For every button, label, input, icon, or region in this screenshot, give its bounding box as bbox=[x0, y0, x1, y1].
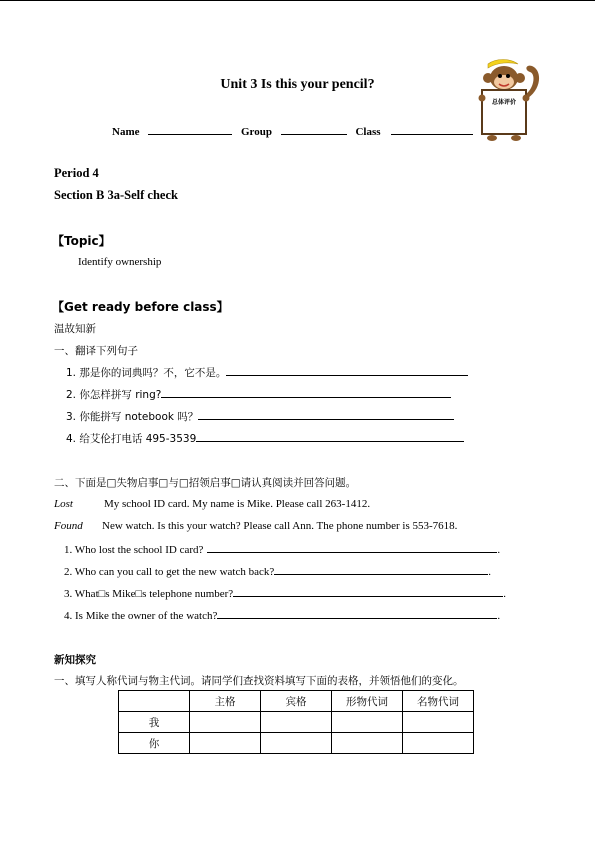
part2-title: 二、下面是□失物启事□与□招领启事□请认真阅读并回答问题。 bbox=[54, 477, 357, 489]
table-header-cell: 主格 bbox=[190, 691, 261, 712]
get-ready-heading: 【Get ready before class】 bbox=[52, 300, 229, 314]
page-title: Unit 3 Is this your pencil? bbox=[220, 77, 375, 92]
pronoun-table bbox=[118, 690, 474, 754]
monkey-evaluation-icon bbox=[476, 58, 540, 142]
question-item: 1. Who lost the school ID card? . bbox=[64, 544, 501, 556]
question-item: 4. Is Mike the owner of the watch? . bbox=[64, 610, 501, 622]
table-cell[interactable] bbox=[190, 733, 261, 754]
table-cell[interactable] bbox=[332, 733, 403, 754]
table-cell[interactable] bbox=[190, 712, 261, 733]
found-label: Found bbox=[54, 520, 83, 532]
topic-text: Identify ownership bbox=[78, 256, 162, 268]
answer-line[interactable] bbox=[217, 608, 497, 619]
section-heading: Section B 3a-Self check bbox=[54, 188, 178, 202]
review-subheading: 温故知新 bbox=[54, 323, 96, 335]
translate-item: 4. 给艾伦打电话 495-3539 bbox=[66, 431, 464, 446]
table-header-cell: 宾格 bbox=[261, 691, 332, 712]
answer-line[interactable] bbox=[161, 387, 451, 398]
translate-item: 3. 你能拼写 notebook 吗？ bbox=[66, 409, 454, 424]
row-label: 你 bbox=[119, 733, 190, 754]
top-rule bbox=[0, 0, 595, 1]
topic-heading: 【Topic】 bbox=[52, 234, 111, 248]
table-header-row bbox=[119, 691, 474, 712]
table-cell[interactable] bbox=[403, 733, 474, 754]
badge-text: 总体评价 bbox=[491, 99, 517, 106]
found-text: New watch. Is this your watch? Please call Ann. The phone number is 553-7618. bbox=[102, 520, 458, 532]
name-label: Name bbox=[112, 126, 140, 138]
table-cell[interactable] bbox=[261, 733, 332, 754]
name-row bbox=[112, 123, 473, 138]
table-header-cell: 形物代词 bbox=[332, 691, 403, 712]
table-header-cell bbox=[119, 691, 190, 712]
class-label: Class bbox=[355, 126, 381, 138]
answer-line[interactable] bbox=[233, 586, 503, 597]
group-label: Group bbox=[241, 126, 272, 138]
explore-instruction: 一、填写人称代词与物主代词。请同学们查找资料填写下面的表格，并领悟他们的变化。 bbox=[54, 675, 464, 687]
lost-label: Lost bbox=[54, 498, 73, 510]
explore-heading: 新知探究 bbox=[54, 654, 96, 666]
answer-line[interactable] bbox=[196, 431, 464, 442]
table-cell[interactable] bbox=[403, 712, 474, 733]
translate-item: 1. 那是你的词典吗？不，它不是。 bbox=[66, 365, 468, 380]
table-row bbox=[119, 712, 474, 733]
found-notice bbox=[54, 520, 457, 532]
question-item: 2. Who can you call to get the new watch back? . bbox=[64, 566, 491, 578]
answer-line[interactable] bbox=[274, 564, 488, 575]
name-field[interactable] bbox=[148, 123, 232, 135]
table-cell[interactable] bbox=[332, 712, 403, 733]
group-field[interactable] bbox=[281, 123, 347, 135]
part1-title: 一、翻译下列句子 bbox=[54, 345, 138, 357]
translate-item: 2. 你怎样拼写 ring? bbox=[66, 387, 451, 402]
answer-line[interactable] bbox=[226, 365, 468, 376]
table-row bbox=[119, 733, 474, 754]
table-cell[interactable] bbox=[261, 712, 332, 733]
period-heading: Period 4 bbox=[54, 166, 99, 180]
table-header-cell: 名物代词 bbox=[403, 691, 474, 712]
class-field[interactable] bbox=[391, 123, 473, 135]
row-label: 我 bbox=[119, 712, 190, 733]
answer-line[interactable] bbox=[207, 542, 497, 553]
lost-notice bbox=[54, 498, 370, 510]
lost-text: My school ID card. My name is Mike. Please call 263-1412. bbox=[104, 498, 371, 510]
question-item: 3. What□s Mike□s telephone number? . bbox=[64, 588, 506, 600]
answer-line[interactable] bbox=[198, 409, 454, 420]
